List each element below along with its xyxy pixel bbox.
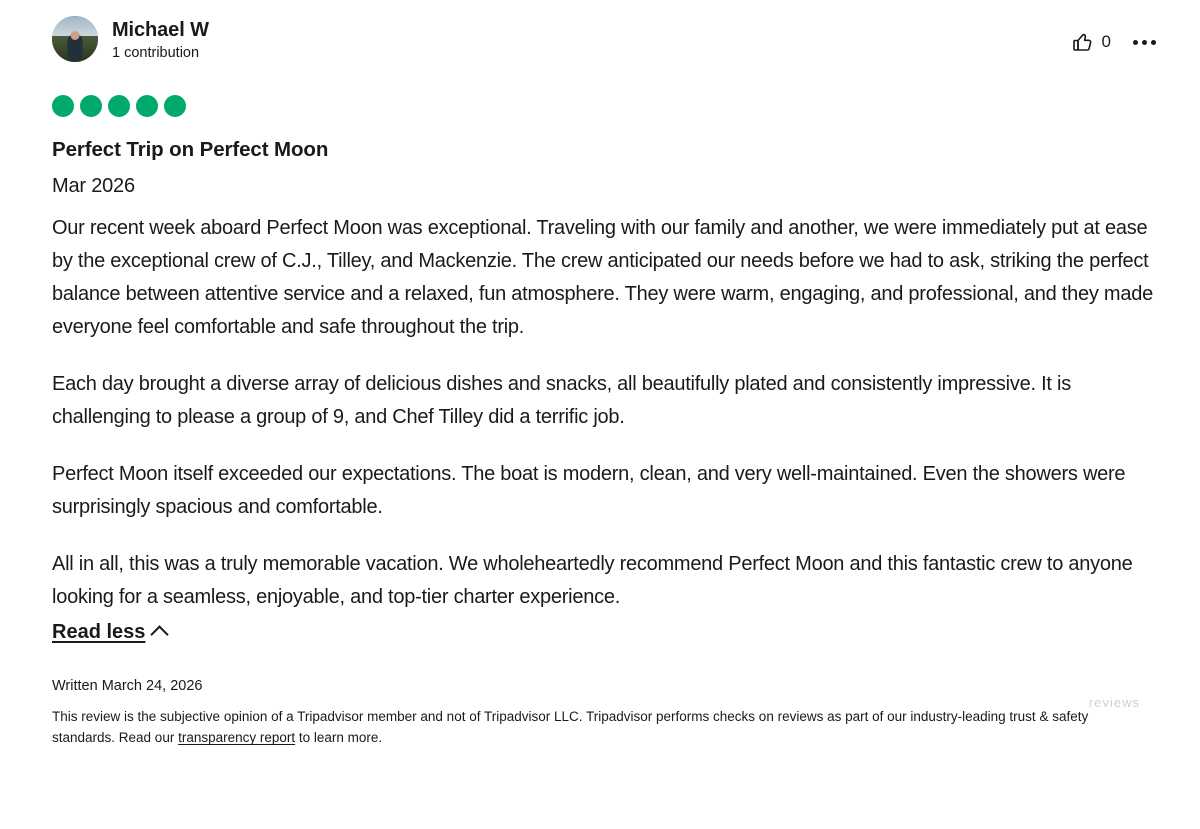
user-contributions: 1 contribution	[112, 45, 200, 61]
more-dot-2	[1142, 40, 1147, 45]
helpful-vote-button[interactable]	[1071, 30, 1111, 54]
read-less-label: Read less	[52, 621, 146, 644]
review-text	[52, 212, 1156, 614]
review-header	[52, 16, 1156, 62]
rating-bubble-3	[108, 95, 130, 117]
user-avatar-photo[interactable]	[52, 16, 98, 62]
read-less-toggle[interactable]	[52, 621, 166, 644]
review-disclaimer	[52, 706, 1132, 748]
review-paragraph: Perfect Moon itself exceeded our expectations. The boat is modern, clean, and very well-maintained. Even the showers were surprisingly spacious and comfortable.	[52, 463, 1126, 519]
rating-bubbles	[52, 95, 1156, 117]
rating-bubble-4	[136, 95, 158, 117]
avatar-person-head	[71, 31, 80, 40]
more-options-icon[interactable]	[1133, 36, 1156, 49]
thumbs-up-icon	[1071, 30, 1095, 54]
user-name[interactable]: Michael W	[112, 19, 209, 41]
rating-bubble-1	[52, 95, 74, 117]
more-dot-1	[1133, 40, 1138, 45]
rating-bubble-2	[80, 95, 102, 117]
helpful-count: 0	[1101, 32, 1111, 51]
disclaimer-text-before: This review is the subjective opinion of a Tripadvisor member and not of Tripadvisor LLC. Tripadvisor performs checks on reviews as part of our industry-leading trust & safety standards. Read our	[52, 709, 1089, 746]
disclaimer-text-after: to learn more.	[295, 730, 383, 746]
review-travel-date: Mar 2026	[52, 175, 135, 198]
more-dot-3	[1151, 40, 1156, 45]
chevron-up-icon	[151, 625, 169, 643]
rating-bubble-5	[164, 95, 186, 117]
review-written-date: Written March 24, 2026	[52, 678, 203, 695]
review-title[interactable]: Perfect Trip on Perfect Moon	[52, 138, 329, 162]
review-paragraph: Each day brought a diverse array of delicious dishes and snacks, all beautifully plated and consistently impressive. It is challenging to please a group of 9, and Chef Tilley did a terrific job.	[52, 373, 1071, 429]
review-paragraph: All in all, this was a truly memorable vacation. We wholeheartedly recommend Perfect Moon and this fantastic crew to anyone looking for a seamless, enjoyable, and top-tier charter experience.	[52, 553, 1133, 609]
user-meta	[112, 16, 209, 62]
transparency-report-link[interactable]: transparency report	[178, 730, 296, 746]
review-paragraph: Our recent week aboard Perfect Moon was exceptional. Traveling with our family and another, we were immediately put at ease by the exceptional crew of C.J., Tilley, and Mackenzie. The crew anticipated our needs before we had to ask, striking the perfect balance between attentive service and a relaxed, fun atmosphere. They were warm, engaging, and professional, and they made everyone feel comfortable and safe throughout the trip.	[52, 217, 1153, 339]
review-header-actions	[1071, 30, 1156, 54]
watermark-text: reviews	[1088, 695, 1140, 711]
